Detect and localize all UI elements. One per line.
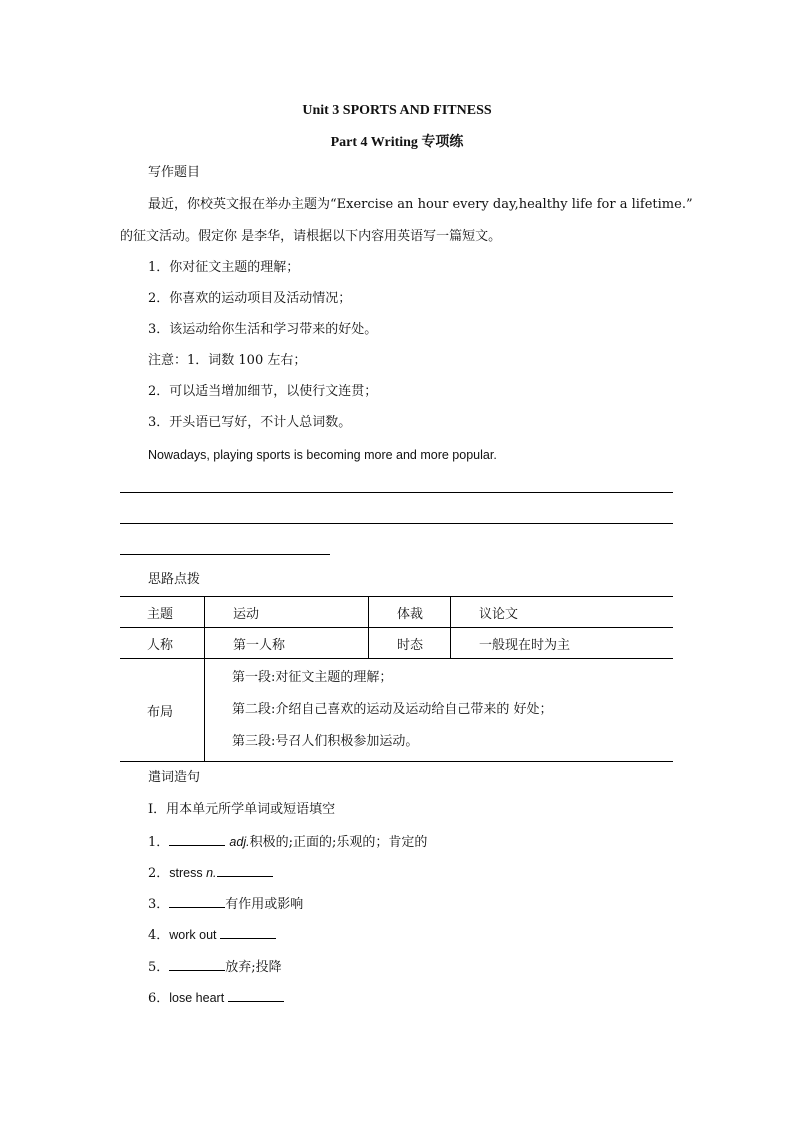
layout-item-2: 第二段:介绍自己喜欢的运动及运动给自己带来的 好处； [232,702,553,717]
vocab-item [148,956,282,978]
task-note-2: 2．可以适当增加细节，以使行文连贯； [148,384,378,399]
item-number: 2． [148,866,170,881]
answer-line-3[interactable] [120,554,330,555]
vocab-heading: 遣词造句 [148,770,201,785]
table-cell: 主题 [120,597,205,628]
item-number: 1． [148,835,170,850]
opening-sentence: Nowadays, playing sports is becoming more and more popular. [148,448,497,462]
task-note-1: 注意：1．词数 100 左右； [148,353,307,368]
task-intro-line1: 最近，你校英文报在举办主题为“Exercise an hour every day,healthy life for a lifetime.” [148,197,693,212]
item-number: 4． [148,928,170,943]
part-of-speech: n. [206,866,217,880]
table-cell: 一般现在时为主 [451,628,674,659]
fill-blank[interactable] [228,987,284,1002]
table-cell: 人称 [120,628,205,659]
item-number: 3． [148,897,170,912]
item-number: 5． [148,960,170,975]
item-number: 6． [148,991,170,1006]
task-point-3: 3．该运动给你生活和学习带来的好处。 [148,322,378,337]
item-meaning: 积极的;正面的;乐观的；肯定的 [249,835,428,850]
table-cell: 运动 [205,597,369,628]
fill-blank[interactable] [169,956,225,971]
table-row [120,597,673,628]
fill-blank[interactable] [217,862,273,877]
unit-title: Unit 3 SPORTS AND FITNESS [302,103,492,118]
table-cell: 第一人称 [205,628,369,659]
layout-item-3: 第三段:号召人们积极参加运动。 [232,734,419,749]
vocab-item [148,831,427,853]
answer-line-1[interactable] [120,492,673,493]
vocab-item [148,924,276,946]
fill-blank[interactable] [220,924,276,939]
outline-heading: 思路点拨 [148,572,201,587]
item-meaning: 放弃;投降 [225,960,282,975]
part-title: Part 4 Writing 专项练 [330,135,464,150]
fill-blank[interactable] [169,893,225,908]
layout-item-1: 第一段:对征文主题的理解； [232,670,393,685]
table-cell: 布局 [120,659,205,762]
task-point-1: 1．你对征文主题的理解； [148,260,300,275]
vocab-item [148,893,303,915]
answer-line-2[interactable] [120,523,673,524]
table-cell: 体裁 [369,597,451,628]
layout-cell [205,659,674,762]
task-note-3: 3．开头语已写好，不计人总词数。 [148,415,352,430]
vocab-item [148,862,273,884]
part-of-speech: adj. [229,835,250,849]
item-term: stress [169,866,207,880]
item-term: lose heart [169,991,228,1005]
table-row [120,628,673,659]
table-cell: 议论文 [451,597,674,628]
table-cell: 时态 [369,628,451,659]
item-meaning: 有作用或影响 [225,897,304,912]
vocab-section-title: Ⅰ．用本单元所学单词或短语填空 [148,802,336,817]
vocab-item [148,987,284,1009]
fill-blank[interactable] [169,831,225,846]
table-row [120,659,673,762]
task-heading: 写作题目 [148,165,201,180]
task-point-2: 2．你喜欢的运动项目及活动情况； [148,291,352,306]
task-intro-line2: 的征文活动。假定你 是李华，请根据以下内容用英语写一篇短文。 [120,229,502,244]
item-term: work out [169,928,220,942]
outline-table [120,596,673,762]
